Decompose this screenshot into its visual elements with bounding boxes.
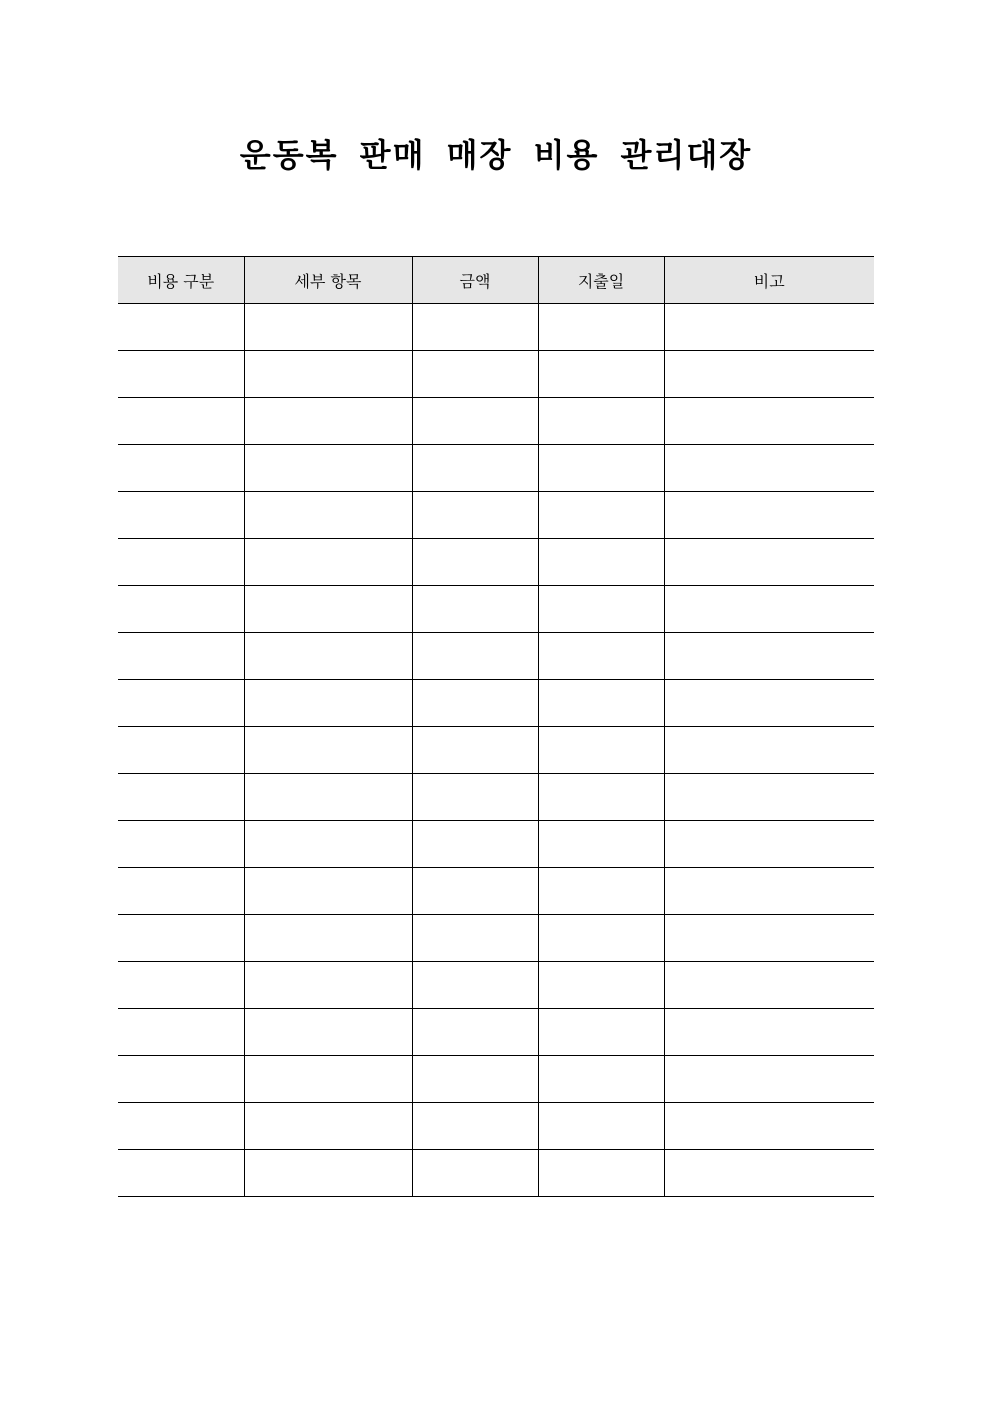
cell-remarks	[664, 774, 874, 821]
cell-remarks	[664, 1150, 874, 1197]
cell-expense-date	[538, 1150, 664, 1197]
cell-expense-date	[538, 915, 664, 962]
cell-amount	[412, 962, 538, 1009]
cell-detail-item	[244, 304, 412, 351]
table-row	[118, 492, 874, 539]
cell-amount	[412, 304, 538, 351]
table-row	[118, 633, 874, 680]
page-title: 운동복 판매 매장 비용 관리대장	[239, 136, 753, 174]
column-header-amount: 금액	[412, 257, 538, 304]
cell-expense-date	[538, 1103, 664, 1150]
cell-expense-date	[538, 304, 664, 351]
cell-detail-item	[244, 1150, 412, 1197]
cell-expense-category	[118, 1103, 244, 1150]
cell-detail-item	[244, 351, 412, 398]
cell-expense-category	[118, 727, 244, 774]
cell-expense-category	[118, 915, 244, 962]
column-header-detail-item: 세부 항목	[244, 257, 412, 304]
cell-expense-category	[118, 445, 244, 492]
cell-amount	[412, 398, 538, 445]
cell-amount	[412, 915, 538, 962]
cell-amount	[412, 868, 538, 915]
cell-remarks	[664, 492, 874, 539]
cell-expense-category	[118, 821, 244, 868]
cell-remarks	[664, 445, 874, 492]
cell-amount	[412, 774, 538, 821]
cell-expense-date	[538, 586, 664, 633]
cell-detail-item	[244, 1009, 412, 1056]
cell-amount	[412, 1009, 538, 1056]
cell-amount	[412, 821, 538, 868]
cell-expense-date	[538, 1056, 664, 1103]
table-row	[118, 304, 874, 351]
cell-amount	[412, 727, 538, 774]
cell-remarks	[664, 633, 874, 680]
cell-expense-date	[538, 445, 664, 492]
cell-expense-category	[118, 539, 244, 586]
table-row	[118, 1150, 874, 1197]
cell-remarks	[664, 962, 874, 1009]
table-row	[118, 962, 874, 1009]
cell-detail-item	[244, 868, 412, 915]
table-row	[118, 1103, 874, 1150]
cell-detail-item	[244, 398, 412, 445]
cell-amount	[412, 1103, 538, 1150]
cell-detail-item	[244, 445, 412, 492]
cell-expense-category	[118, 304, 244, 351]
cell-expense-date	[538, 962, 664, 1009]
cell-amount	[412, 586, 538, 633]
cell-detail-item	[244, 915, 412, 962]
cell-amount	[412, 445, 538, 492]
cell-detail-item	[244, 492, 412, 539]
table-header-row	[118, 257, 874, 304]
cell-expense-date	[538, 633, 664, 680]
cell-expense-category	[118, 1056, 244, 1103]
cell-amount	[412, 1150, 538, 1197]
table-row	[118, 445, 874, 492]
cell-remarks	[664, 398, 874, 445]
cell-expense-category	[118, 774, 244, 821]
table-row	[118, 727, 874, 774]
cell-remarks	[664, 1103, 874, 1150]
cell-detail-item	[244, 680, 412, 727]
column-header-remarks: 비고	[664, 257, 874, 304]
cell-expense-category	[118, 398, 244, 445]
cell-expense-category	[118, 586, 244, 633]
cell-amount	[412, 492, 538, 539]
table-row	[118, 915, 874, 962]
table-row	[118, 821, 874, 868]
column-header-expense-date: 지출일	[538, 257, 664, 304]
cell-detail-item	[244, 727, 412, 774]
cell-expense-category	[118, 962, 244, 1009]
table-row	[118, 868, 874, 915]
cell-expense-date	[538, 492, 664, 539]
cell-amount	[412, 633, 538, 680]
cell-remarks	[664, 821, 874, 868]
table-row	[118, 1056, 874, 1103]
cell-remarks	[664, 351, 874, 398]
cell-detail-item	[244, 821, 412, 868]
cell-remarks	[664, 586, 874, 633]
cell-expense-date	[538, 351, 664, 398]
cell-detail-item	[244, 539, 412, 586]
cell-expense-date	[538, 680, 664, 727]
cell-expense-category	[118, 492, 244, 539]
table-row	[118, 680, 874, 727]
cell-expense-date	[538, 539, 664, 586]
cell-remarks	[664, 1056, 874, 1103]
cell-detail-item	[244, 962, 412, 1009]
cell-detail-item	[244, 774, 412, 821]
column-header-expense-category: 비용 구분	[118, 257, 244, 304]
cell-amount	[412, 539, 538, 586]
cell-remarks	[664, 727, 874, 774]
cell-expense-category	[118, 1150, 244, 1197]
cell-amount	[412, 680, 538, 727]
cell-expense-date	[538, 774, 664, 821]
table-body	[118, 304, 874, 1197]
cell-expense-date	[538, 821, 664, 868]
cell-expense-date	[538, 868, 664, 915]
table-row	[118, 774, 874, 821]
cell-remarks	[664, 915, 874, 962]
cell-remarks	[664, 304, 874, 351]
cell-expense-category	[118, 1009, 244, 1056]
cell-detail-item	[244, 1056, 412, 1103]
cell-remarks	[664, 680, 874, 727]
table-row	[118, 1009, 874, 1056]
cell-detail-item	[244, 633, 412, 680]
cell-expense-date	[538, 398, 664, 445]
table-row	[118, 586, 874, 633]
cell-expense-category	[118, 633, 244, 680]
cell-remarks	[664, 1009, 874, 1056]
cell-detail-item	[244, 1103, 412, 1150]
table-row	[118, 351, 874, 398]
table-row	[118, 539, 874, 586]
cell-amount	[412, 351, 538, 398]
cell-amount	[412, 1056, 538, 1103]
expense-ledger-table	[118, 256, 874, 1197]
cell-expense-category	[118, 868, 244, 915]
cell-expense-category	[118, 351, 244, 398]
table-row	[118, 398, 874, 445]
cell-remarks	[664, 868, 874, 915]
cell-remarks	[664, 539, 874, 586]
cell-expense-date	[538, 1009, 664, 1056]
cell-detail-item	[244, 586, 412, 633]
cell-expense-category	[118, 680, 244, 727]
cell-expense-date	[538, 727, 664, 774]
